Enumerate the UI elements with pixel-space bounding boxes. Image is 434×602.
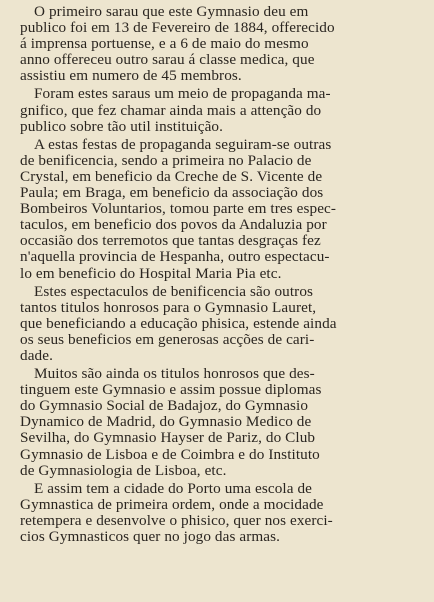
paragraph-3: [20, 137, 424, 282]
text-line: Estes espectaculos de benificencia são outros: [34, 282, 314, 300]
text-line: do Gymnasio Social de Badajoz, do Gymnasio: [20, 397, 309, 415]
text-line: Dynamico de Madrid, do Gymnasio Medico de: [20, 413, 312, 431]
text-line: Foram estes saraus um meio de propaganda ma-: [34, 85, 331, 103]
text-line: O primeiro sarau que este Gymnasio deu em: [34, 3, 309, 20]
paragraph-1: [20, 4, 424, 84]
text-line: tinguem este Gymnasio e assim possue diplomas: [20, 381, 322, 399]
text-line: E assim tem a cidade do Porto uma escola de: [34, 479, 313, 497]
text-line: á imprensa portuense, e a 6 de maio do mesmo: [20, 35, 309, 53]
text-line: Sevilha, do Gymnasio Hayser de Pariz, do Club: [20, 429, 316, 447]
text-line: anno offereceu outro sarau á classe medica, que: [20, 51, 315, 69]
paragraph-2: [20, 86, 424, 134]
text-line: occasião dos terremotos que tantas desgraças fez: [20, 232, 321, 250]
text-line: Crystal, em beneficio da Creche de S. Vicente de: [20, 167, 323, 185]
paragraph-6: [20, 481, 424, 545]
text-line: de benificencia, sendo a primeira no Palacio de: [20, 151, 312, 169]
text-line: publico sobre tão util instituição.: [20, 117, 224, 135]
text-line: tantos titulos honrosos para o Gymnasio Lauret,: [20, 298, 317, 316]
text-line: n'aquella provincia de Hespanha, outro espectacu-: [20, 248, 330, 266]
text-line: retempera e desenvolve o phisico, quer nos exerci-: [20, 511, 333, 529]
text-line: que beneficiando a educação phisica, estende ainda: [20, 314, 337, 332]
text-line: cios Gymnasticos quer no jogo das armas.: [20, 528, 281, 545]
text-line: dade.: [20, 346, 53, 364]
paragraph-4: [20, 284, 424, 364]
text-line: Paula; em Braga, em beneficio da associação dos: [20, 184, 324, 202]
text-line: publico foi em 13 de Fevereiro de 1884, offerecido: [20, 19, 335, 37]
text-line: de Gymnasiologia de Lisboa, etc.: [20, 461, 227, 479]
text-line: taculos, em beneficio dos povos da Andaluzia por: [20, 216, 327, 234]
text-line: Gymnastica de primeira ordem, onde a mocidade: [20, 495, 324, 513]
text-line: os seus beneficios em generosas acções de cari-: [20, 330, 315, 348]
text-line: assistiu em numero de 45 membros.: [20, 67, 242, 85]
text-line: A estas festas de propaganda seguiram-se outras: [34, 135, 332, 153]
text-line: Bombeiros Voluntarios, tomou parte em tres espec-: [20, 200, 337, 218]
text-line: Gymnasio de Lisboa e de Coimbra e do Instituto: [20, 445, 320, 463]
text-line: lo em beneficio do Hospital Maria Pia etc.: [20, 264, 282, 282]
text-line: Muitos são ainda os titulos honrosos que des-: [34, 365, 315, 383]
paragraph-5: [20, 366, 424, 479]
text-line: gnifico, que fez chamar ainda mais a attenção do: [20, 101, 322, 119]
